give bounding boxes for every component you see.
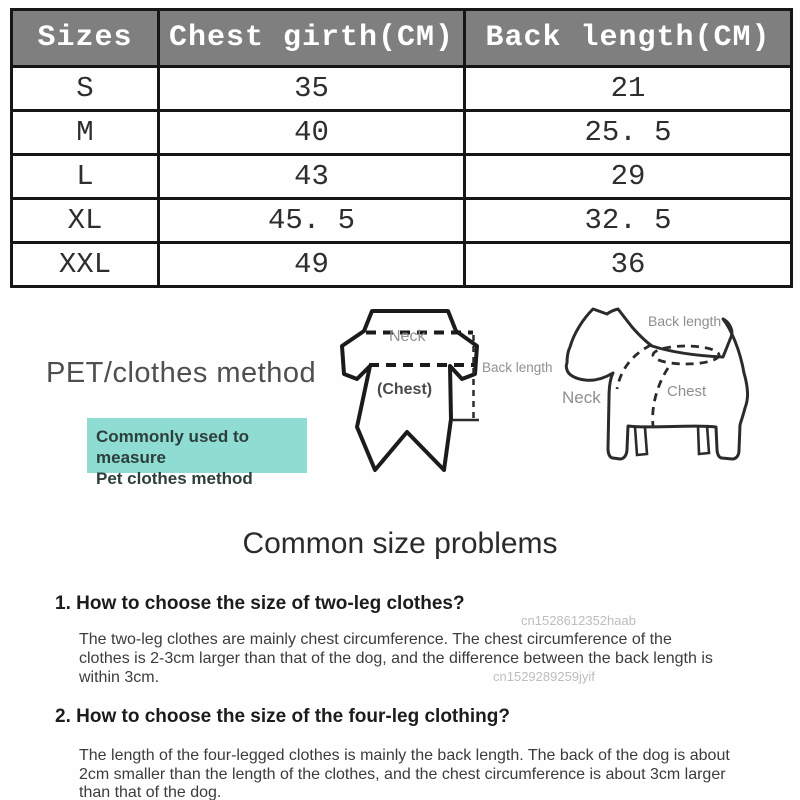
chest-cell: 40 — [159, 111, 465, 155]
chest-cell: 45. 5 — [159, 199, 465, 243]
dog-neck-label: Neck — [562, 388, 601, 407]
faq-question-1: 1. How to choose the size of two-leg clothes? — [55, 593, 465, 614]
size-cell: XL — [12, 199, 159, 243]
dog-back-length-label: Back length — [648, 313, 722, 329]
faq-answer-1-line: The two-leg clothes are mainly chest circumference. The chest circumference of the — [79, 631, 672, 648]
watermark-1: cn1528612352haab — [521, 613, 636, 628]
size-cell: M — [12, 111, 159, 155]
callout-line-2: Pet clothes method — [96, 469, 253, 488]
dog-far-front-leg — [635, 427, 647, 455]
faq-answer-2-line: 2cm smaller than the length of the clothes, and the chest circumference is about 3cm larger — [79, 765, 726, 783]
garment-chest-label: (Chest) — [377, 381, 433, 398]
dog-far-rear-leg — [698, 425, 709, 454]
faq-answer-1-line: clothes is 2-3cm larger than that of the dog, and the difference between the back length is — [79, 650, 713, 667]
size-cell: S — [12, 67, 159, 111]
back-cell: 25. 5 — [465, 111, 792, 155]
column-header-back-length: Back length(CM) — [465, 10, 792, 67]
chest-cell: 49 — [159, 243, 465, 287]
measure-section-title: PET/clothes method — [46, 357, 317, 389]
garment-neck-label: Neck — [389, 328, 426, 345]
chest-cell: 43 — [159, 155, 465, 199]
table-row — [12, 67, 792, 111]
table-row — [12, 155, 792, 199]
callout-line-1: Commonly used to measure — [96, 427, 250, 467]
dog-outline — [566, 309, 747, 459]
back-cell: 29 — [465, 155, 792, 199]
garment-back-length-label: Back length — [482, 360, 553, 375]
back-cell: 32. 5 — [465, 199, 792, 243]
size-cell: L — [12, 155, 159, 199]
faq-answer-1-line: within 3cm. — [79, 669, 160, 686]
size-table — [10, 8, 793, 288]
size-cell: XXL — [12, 243, 159, 287]
column-header-sizes: Sizes — [12, 10, 159, 67]
column-header-chest-girth: Chest girth(CM) — [159, 10, 465, 67]
watermark-2: cn1529289259jyif — [493, 669, 595, 684]
faq-answer-2-line: than that of the dog. — [79, 784, 222, 800]
size-table-header-row — [12, 10, 792, 67]
dog-chest-label: Chest — [667, 383, 707, 400]
faq-answer-2 — [79, 747, 730, 800]
faq-question-2: 2. How to choose the size of the four-leg clothing? — [55, 706, 510, 727]
back-cell: 21 — [465, 67, 792, 111]
back-cell: 36 — [465, 243, 792, 287]
faq-answer-1 — [79, 630, 713, 687]
faq-title: Common size problems — [242, 527, 558, 560]
chest-cell: 35 — [159, 67, 465, 111]
faq-answer-2-line: The length of the four-legged clothes is mainly the back length. The back of the dog is about — [79, 747, 730, 764]
table-row — [12, 199, 792, 243]
measure-callout — [87, 418, 307, 488]
table-row — [12, 111, 792, 155]
table-row — [12, 243, 792, 287]
